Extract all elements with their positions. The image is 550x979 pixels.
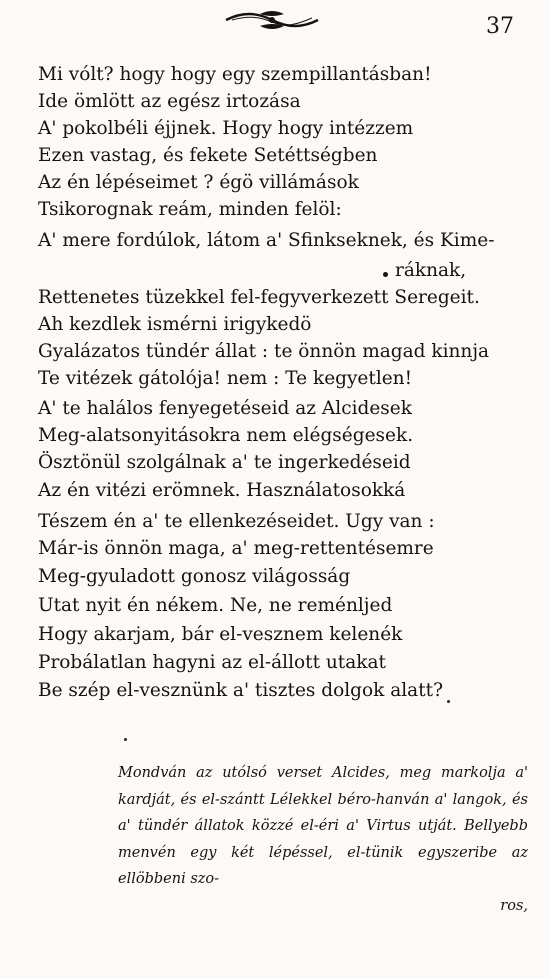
- stage-direction-text: Mondván az utólsó verset Alcides, meg markolja a' kardját, és el-szántt Lélekkel béro-hanván a' langok, és a' tündér állatok közzé el-éri a' Virtus utját. Bellyebb menvén egy két lépéssel, el-tünik egyszeribe az ellöbbeni szo-: [118, 765, 528, 888]
- verse-line: Probálatlan hagyni az el-állott utakat: [38, 652, 386, 673]
- stage-direction: [118, 760, 528, 920]
- verse-line: A' mere fordúlok, látom a' Sfinkseknek, és Kime-: [38, 230, 495, 251]
- verse-line: Meg-alatsonyitásokra nem elégségesek.: [38, 425, 414, 446]
- page-number: 37: [486, 14, 514, 39]
- ink-spot: [447, 700, 450, 703]
- verse-line: Mi vólt? hogy hogy egy szempillantásban!: [38, 64, 432, 85]
- verse-line: Utat nyit én nékem. Ne, ne reménljed: [38, 595, 393, 616]
- verse-line: Hogy akarjam, bár el-vesznem kelenék: [38, 624, 403, 645]
- verse-line: Gyalázatos tündér állat : te önnön magad kinnja: [38, 341, 490, 362]
- verse-line: Tészem én a' te ellenkezéseidet. Ugy van :: [38, 511, 435, 532]
- verse-line: Ah kezdlek ismérni irigykedö: [38, 314, 312, 335]
- verse-line: Az én lépéseimet ? égö villámások: [38, 172, 359, 193]
- verse-line: Ösztönül szolgálnak a' te ingerkedéseid: [38, 452, 411, 473]
- verse-line: Ezen vastag, és fekete Setéttségben: [38, 145, 378, 166]
- verse-line: Tsikorognak reám, minden felöl:: [38, 199, 342, 220]
- verse-line: Már-is önnön maga, a' meg-rettentésemre: [38, 538, 434, 559]
- ink-dot: [383, 272, 388, 277]
- verse-line: Meg-gyuladott gonosz világosság: [38, 566, 351, 587]
- ink-spot: [124, 738, 127, 741]
- verse-line: A' te halálos fenyegetéseid az Alcidesek: [38, 398, 412, 419]
- verse-line: Te vitézek gátolója! nem : Te kegyetlen!: [38, 368, 413, 389]
- verse-line: Rettenetes tüzekkel fel-fegyverkezett Seregeit.: [38, 287, 480, 308]
- verse-line: Be szép el-vesznünk a' tisztes dolgok alatt?: [38, 680, 444, 701]
- verse-line: A' pokolbéli éjjnek. Hogy hogy intézzem: [38, 118, 414, 139]
- verse-line-continuation: ráknak,: [395, 260, 467, 281]
- verse-line: Ide ömlött az egész irtozása: [38, 91, 301, 112]
- stage-direction-end: ros,: [500, 897, 528, 914]
- verse-line: Az én vitézi erömnek. Használatosokká: [38, 480, 406, 501]
